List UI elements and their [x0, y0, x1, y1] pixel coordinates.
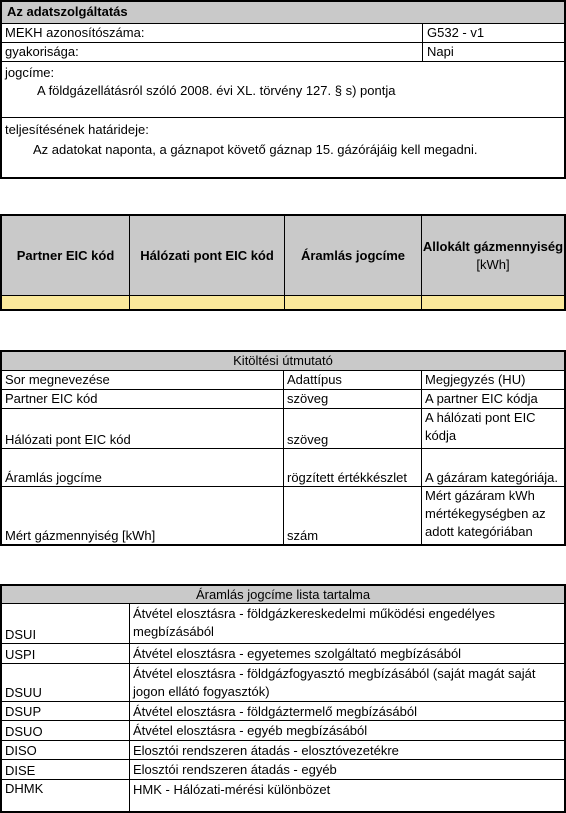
description: Átvétel elosztásra - egyetemes szolgáltató megbízásából: [133, 646, 462, 661]
row-name: Hálózati pont EIC kód: [2, 409, 284, 448]
row-type: szám: [284, 487, 422, 544]
col-note: Megjegyzés (HU): [425, 372, 526, 387]
input-flow-title[interactable]: [285, 295, 422, 309]
frequency-value: Napi: [422, 43, 564, 61]
description: HMK - Hálózati-mérési különbözet: [133, 782, 331, 797]
list-item: [2, 741, 564, 760]
list-title: Áramlás jogcíme lista tartalma: [2, 586, 564, 604]
data-entry-table: [0, 214, 566, 311]
table-row: [2, 487, 564, 544]
row-note: A gázáram kategóriája.: [425, 470, 558, 485]
deadline-block: [2, 117, 564, 177]
list-item: [2, 721, 564, 741]
section-title: Az adatszolgáltatás: [2, 2, 564, 24]
col-row-name: Sor megnevezése: [2, 371, 284, 389]
deadline-value: Az adatokat naponta, a gáznapot követő gáznap 15. gázórájáig kell megadni.: [33, 142, 478, 157]
list-item: [2, 644, 564, 664]
row-note: A hálózati pont EIC kódja: [425, 410, 536, 443]
legal-basis-value: A földgázellátásról szóló 2008. évi XL. törvény 127. § s) pontja: [37, 83, 396, 98]
mekh-id-value: G532 - v1: [422, 24, 564, 42]
description: Átvétel elosztásra - egyéb megbízásából: [133, 723, 368, 738]
row-name: Mért gázmennyiség [kWh]: [2, 487, 284, 544]
code: DSUI: [2, 604, 130, 643]
input-partner-eic[interactable]: [2, 295, 130, 309]
code: DHMK: [2, 780, 130, 811]
flow-title-list-table: [0, 584, 566, 813]
row-name: Áramlás jogcíme: [2, 449, 284, 486]
code: DSUU: [2, 664, 130, 701]
table-row: [2, 449, 564, 487]
list-item: [2, 780, 564, 811]
code: DISO: [2, 741, 130, 759]
description: Elosztói rendszeren átadás - elosztóvezetékre: [133, 743, 399, 758]
header-unit: [kWh]: [476, 257, 510, 272]
row-type: szöveg: [284, 409, 422, 448]
header-partner-eic: Partner EIC kód: [2, 216, 130, 295]
col-data-type: Adattípus: [284, 371, 422, 389]
list-item: [2, 664, 564, 702]
frequency-label: gyakorisága:: [5, 44, 79, 59]
input-allocated-gas[interactable]: [422, 295, 564, 309]
deadline-label: teljesítésének határideje:: [5, 122, 149, 137]
table-row: [2, 390, 564, 409]
row-note: Mért gázáram kWh mértékegységben az adott kategóriában: [425, 488, 546, 539]
instructions-header-row: [2, 371, 564, 390]
header-allocated-gas: Allokált gázmennyiség [kWh]: [422, 239, 564, 272]
frequency-row: [2, 43, 564, 62]
data-provision-section: [0, 0, 566, 179]
legal-basis-label: jogcíme:: [5, 65, 55, 80]
row-note: A partner EIC kódja: [425, 391, 538, 406]
description: Átvétel elosztásra - földgázkereskedelmi működési engedélyes megbízásából: [133, 606, 496, 639]
list-item: [2, 702, 564, 721]
row-name: Partner EIC kód: [2, 390, 284, 408]
instructions-title: Kitöltési útmutató: [2, 352, 564, 371]
list-item: [2, 604, 564, 644]
header-flow-title: Áramlás jogcíme: [285, 216, 422, 295]
description: Átvétel elosztásra - földgáztermelő megbízásából: [133, 704, 417, 719]
description: Átvétel elosztásra - földgázfogyasztó megbízásából (saját magát saját jogon ellátó fogyasztók): [133, 666, 536, 699]
code: DSUO: [2, 721, 130, 740]
code: DSUP: [2, 702, 130, 720]
code: USPI: [2, 644, 130, 663]
input-network-point-eic[interactable]: [130, 295, 285, 309]
header-network-point-eic: Hálózati pont EIC kód: [130, 216, 285, 295]
row-type: szöveg: [284, 390, 422, 408]
list-item: [2, 760, 564, 780]
mekh-id-label: MEKH azonosítószáma:: [5, 25, 145, 40]
instructions-table: [0, 350, 566, 546]
row-type: rögzített értékkészlet: [284, 449, 422, 486]
table-row: [2, 409, 564, 449]
code: DISE: [2, 760, 130, 779]
description: Elosztói rendszeren átadás - egyéb: [133, 762, 337, 777]
mekh-id-row: [2, 24, 564, 43]
